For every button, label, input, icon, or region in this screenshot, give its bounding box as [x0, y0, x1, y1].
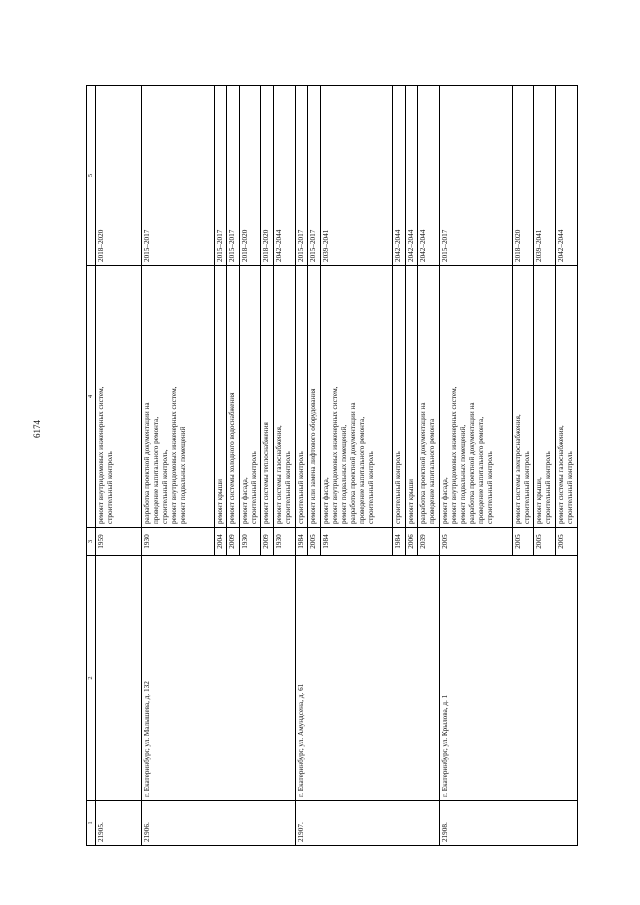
work-line: ремонт системы газоснабжения, — [274, 425, 283, 524]
page-number: 6174 — [32, 420, 42, 438]
work-line: проведение капитального ремонта, — [152, 416, 161, 524]
period-cell: 2039–2041 — [320, 86, 393, 266]
address-cell: г. Екатеринбург, ул. Амундсена, д. 61 — [295, 556, 439, 801]
column-number: 1 — [87, 801, 96, 846]
period-cell: 2039–2041 — [534, 86, 556, 266]
entry-number: 21908. — [439, 801, 577, 846]
table-row — [295, 86, 307, 846]
entry-number: 21905. — [96, 801, 142, 846]
work-cell — [142, 266, 215, 528]
period-cell: 2015–2017 — [142, 86, 215, 266]
period-cell: 2018–2020 — [261, 86, 273, 266]
work-line: ремонт системы холодного водоснабжения — [228, 392, 237, 524]
period-cell: 2018–2020 — [512, 86, 534, 266]
year-cell: 2005 — [439, 528, 512, 556]
work-line: строительный контроль — [544, 451, 553, 524]
table-frame — [86, 86, 578, 846]
column-number-row — [87, 86, 96, 846]
work-line: ремонт фасада, — [440, 477, 449, 524]
address-cell: г. Екатеринбург, ул. Крылова, д. 1 — [439, 556, 577, 801]
period-cell: 2015–2017 — [308, 86, 320, 266]
table-row — [96, 86, 142, 846]
period-cell: 2042–2044 — [273, 86, 295, 266]
period-cell: 2042–2044 — [556, 86, 578, 266]
work-line: ремонт подвальных помещений, — [339, 424, 348, 524]
year-cell: 2009 — [227, 528, 239, 556]
work-cell — [261, 266, 273, 528]
work-line: строительный контроль — [366, 451, 375, 524]
table-body — [87, 86, 578, 846]
work-line: строительный контроль — [522, 451, 531, 524]
period-cell: 2042–2044 — [405, 86, 417, 266]
repair-schedule-table — [86, 85, 578, 846]
year-cell: 2039 — [418, 528, 440, 556]
work-cell — [405, 266, 417, 528]
work-line: ремонт подвальных помещений — [179, 426, 188, 524]
period-cell: 2015–2017 — [227, 86, 239, 266]
entry-number: 21907. — [295, 801, 439, 846]
work-cell — [308, 266, 320, 528]
address-cell: г. Екатеринбург, ул. Малышева, д. 132 — [142, 556, 296, 801]
work-cell — [96, 266, 142, 528]
work-line: ремонт или замена лифтового оборудования — [309, 388, 318, 524]
work-line: ремонт системы теплоснабжения — [262, 422, 271, 524]
period-cell: 2042–2044 — [393, 86, 405, 266]
year-cell: 2005 — [556, 528, 578, 556]
column-number: 4 — [87, 266, 96, 528]
work-cell — [534, 266, 556, 528]
work-line: разработка проектной документации на — [348, 402, 357, 524]
column-number: 2 — [87, 556, 96, 801]
work-line: строительный контроль — [566, 451, 575, 524]
year-cell: 1959 — [96, 528, 142, 556]
work-line: ремонт системы электроснабжения, — [513, 414, 522, 524]
year-cell: 1930 — [239, 528, 261, 556]
column-number: 5 — [87, 86, 96, 266]
period-cell: 2015–2017 — [295, 86, 307, 266]
work-line: ремонт внутридомовых инженерных систем, — [330, 386, 339, 524]
work-line: ремонт подвальных помещений, — [458, 424, 467, 524]
work-cell — [227, 266, 239, 528]
work-line: ремонт крыши — [406, 478, 415, 524]
year-cell: 2004 — [214, 528, 226, 556]
year-cell: 1930 — [273, 528, 295, 556]
work-cell — [239, 266, 261, 528]
work-line: строительный контроль, — [161, 449, 170, 524]
year-cell: 2005 — [308, 528, 320, 556]
work-cell — [320, 266, 393, 528]
work-line: строительный контроль — [249, 451, 258, 524]
year-cell: 2005 — [512, 528, 534, 556]
work-line: строительный контроль — [296, 451, 305, 524]
work-cell — [214, 266, 226, 528]
work-line: строительный контроль — [106, 451, 115, 524]
work-cell — [512, 266, 534, 528]
work-line: ремонт крыши — [215, 478, 224, 524]
year-cell: 2006 — [405, 528, 417, 556]
work-line: ремонт фасада, — [321, 477, 330, 524]
address-cell — [96, 556, 142, 801]
work-cell — [556, 266, 578, 528]
work-cell — [439, 266, 512, 528]
work-line: проведение капитального ремонта — [428, 418, 437, 524]
work-line: ремонт фасада, — [240, 477, 249, 524]
work-line: проведение капитального ремонта, — [357, 416, 366, 524]
year-cell: 1930 — [142, 528, 215, 556]
period-cell: 2018–2020 — [96, 86, 142, 266]
year-cell: 1984 — [295, 528, 307, 556]
rotated-table-container — [86, 86, 578, 846]
work-line: проведение капитального ремонта, — [476, 416, 485, 524]
table-row — [439, 86, 512, 846]
work-line: строительный контроль — [394, 451, 403, 524]
work-line: разработка проектной документации на — [419, 402, 428, 524]
work-line: ремонт внутридомовых инженерных систем, — [170, 386, 179, 524]
work-line: ремонт системы газоснабжения, — [557, 425, 566, 524]
period-cell: 2015–2017 — [214, 86, 226, 266]
work-cell — [295, 266, 307, 528]
work-line: ремонт внутридомовых инженерных систем, — [449, 386, 458, 524]
year-cell: 2005 — [534, 528, 556, 556]
work-line: ремонт крыши, — [535, 477, 544, 524]
year-cell: 2009 — [261, 528, 273, 556]
work-line: строительный контроль — [283, 451, 292, 524]
period-cell: 2015–2017 — [439, 86, 512, 266]
work-cell — [273, 266, 295, 528]
work-cell — [393, 266, 405, 528]
period-cell: 2018–2020 — [239, 86, 261, 266]
column-number: 3 — [87, 528, 96, 556]
year-cell: 1984 — [320, 528, 393, 556]
work-line: ремонт внутридомовых инженерных систем, — [97, 386, 106, 524]
work-line: строительный контроль — [485, 451, 494, 524]
entry-number: 21906. — [142, 801, 296, 846]
period-cell: 2042–2044 — [418, 86, 440, 266]
work-line: разработка проектной документации на — [467, 402, 476, 524]
year-cell: 1984 — [393, 528, 405, 556]
work-cell — [418, 266, 440, 528]
table-row — [142, 86, 215, 846]
work-line: разработка проектной документации на — [143, 402, 152, 524]
